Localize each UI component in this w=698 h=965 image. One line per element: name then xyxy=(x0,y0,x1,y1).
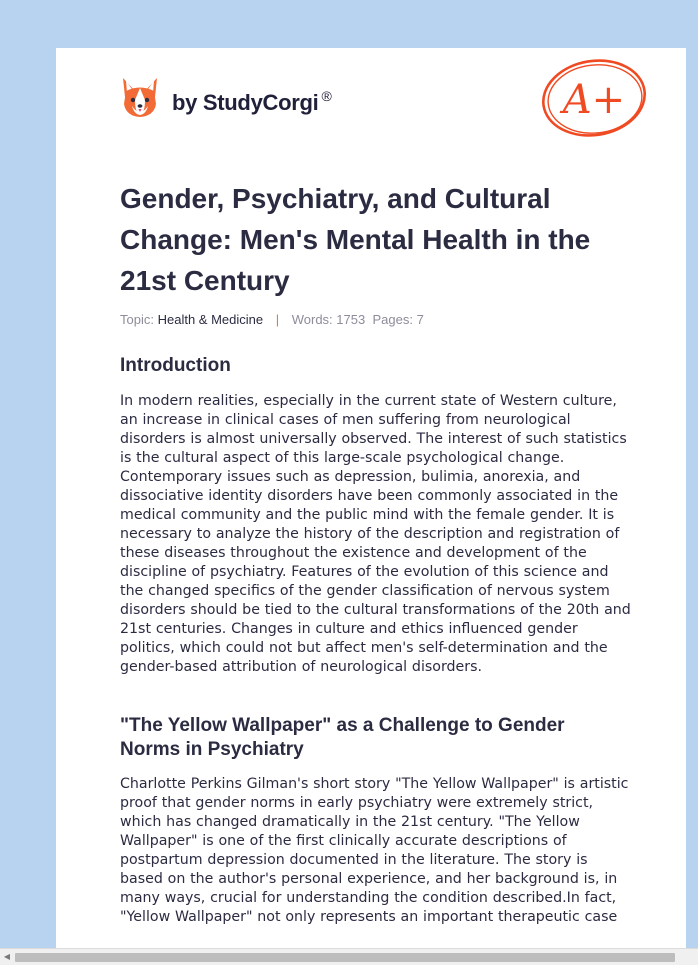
section-paragraph-yellow-wallpaper: Charlotte Perkins Gilman's short story "The Yellow Wallpaper" is artistic proof that gender norms in early psychiatry were extremely strict, which has changed dramatically in the 21st century. "The Yellow Wallpaper" is one of the first clinically accurate descriptions of postpartum depression documented in the literature. The story is based on the author's personal experience, and her background is, in many ways, crucial for understanding the condition described.In fact, "Yellow Wallpaper" not only represents an important therapeutic case xyxy=(120,776,629,925)
section-paragraph-introduction: In modern realities, especially in the current state of Western culture, an increase in clinical cases of men suffering from neurological disorders is almost universally observed. The interest of such statistics is the cultural aspect of this large-scale psychological change. Contemporary issues such as depression, bulimia, anorexia, and dissociative identity disorders have been commonly associated in the medical community and the public mind with the female gender. It is necessary to analyze the history of the description and registration of these diseases throughout the existence and development of the discipline of psychiatry. Features of the evolution of this science and the changed specifics of the gender classification of nervous system disorders should be tied to the cultural transformations of the 20th and 21st centuries. Changes in culture and ethics influenced gender politics, which could not but affect men's self-determination and the gender-based attribution of neurological disorders. xyxy=(120,393,631,675)
topic-label: Topic: xyxy=(120,312,154,327)
section-heading-yellow-wallpaper: "The Yellow Wallpaper" as a Challenge to Gender Norms in Psychiatry xyxy=(120,715,565,760)
horizontal-scrollbar[interactable] xyxy=(0,948,698,965)
pages-count: 7 xyxy=(416,312,424,327)
words-label: Words: xyxy=(291,312,333,327)
pages-label: Pages: xyxy=(372,312,413,327)
grade-badge xyxy=(538,58,650,140)
corgi-icon xyxy=(120,76,160,120)
section-heading-introduction: Introduction xyxy=(120,355,231,376)
document-meta xyxy=(120,312,424,327)
grade-text: A+ xyxy=(562,77,626,123)
words-count: 1753 xyxy=(336,312,366,327)
document-title: Gender, Psychiatry, and Cultural Change: Men's Mental Health in the 21st Century xyxy=(120,183,591,296)
scrollbar-thumb[interactable] xyxy=(15,953,675,962)
meta-separator: | xyxy=(275,312,280,327)
document-page xyxy=(56,48,686,964)
brand-name: by StudyCorgi ® xyxy=(172,88,332,115)
studycorgi-logo[interactable] xyxy=(120,76,331,120)
registered-mark: ® xyxy=(321,88,332,104)
topic-link[interactable]: Health & Medicine xyxy=(157,312,264,327)
scroll-left-arrow-icon[interactable]: ◀ xyxy=(3,952,11,961)
